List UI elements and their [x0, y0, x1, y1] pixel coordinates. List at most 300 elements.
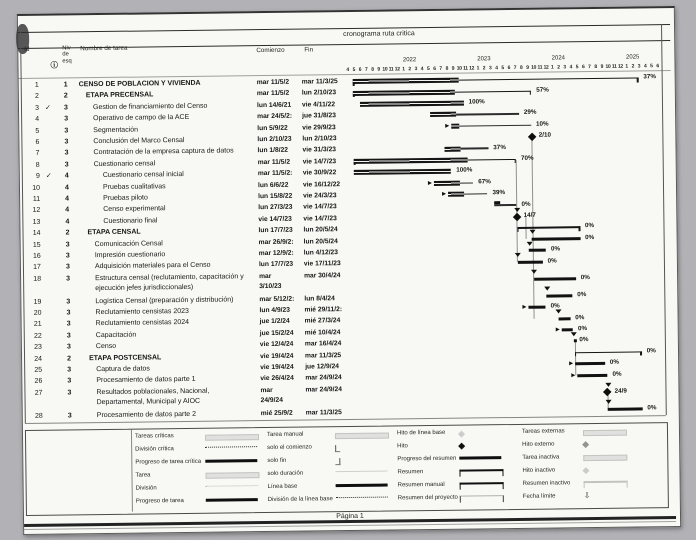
- legend-divider: [131, 430, 133, 512]
- legend-label: División crítica: [135, 446, 174, 453]
- deadline-arrow-icon: ⇩: [583, 490, 591, 500]
- year-label: 2023: [477, 56, 491, 63]
- month-tick-label: 12: [394, 66, 400, 73]
- month-tick-label: 6: [507, 65, 511, 72]
- task-start: jue 15/2/24: [259, 329, 294, 337]
- task-id: 20: [33, 309, 42, 317]
- month-tick-label: 1: [476, 65, 480, 72]
- task-outline-level: 3: [67, 389, 72, 397]
- legend-label: Tarea: [135, 472, 151, 479]
- task-fin: mar 11/3/25: [304, 351, 342, 360]
- task-start: mar: [260, 386, 273, 394]
- task-id: 11: [32, 195, 41, 203]
- task-id: 12: [32, 207, 41, 215]
- task-start: lun 17/7/23: [258, 226, 293, 235]
- link-arrow-icon: [442, 192, 446, 196]
- summary-bar-end-tick: [515, 159, 516, 164]
- page-title: cronograma ruta critica: [343, 30, 415, 39]
- task-fin: vie 17/11/23: [303, 260, 341, 268]
- month-tick-label: 10: [382, 66, 388, 73]
- outline-header-line: esq: [62, 58, 72, 65]
- summary-bar-start-tick: [575, 352, 576, 357]
- legend-label: Resumen inactivo: [522, 479, 571, 487]
- task-name: Adquisición materiales para el Censo: [94, 262, 211, 271]
- outline-header-line: de: [62, 51, 69, 58]
- task-fin: lun 8/4/24: [304, 294, 335, 303]
- month-tick-label: 11: [611, 63, 617, 70]
- task-id: 10: [32, 184, 41, 192]
- task-name: Operativo de campo de la ACE: [93, 114, 190, 123]
- task-name: Cuestionario censal inicial: [102, 171, 184, 180]
- task-id: 18: [33, 275, 42, 283]
- month-tick-label: 11: [537, 64, 543, 71]
- zero-progress-dash: [494, 201, 500, 204]
- task-id: 6: [35, 138, 40, 146]
- task-id: 1: [34, 81, 39, 89]
- month-tick-label: 12: [543, 64, 549, 71]
- deadline-marker-icon: [556, 309, 562, 313]
- task-outline-level: 3: [64, 115, 69, 123]
- deadline-marker-icon: [605, 383, 611, 387]
- link-arrow-icon: [522, 305, 526, 309]
- info-indicator-icon: ⓘ: [50, 60, 59, 70]
- task-outline-level: 2: [63, 92, 68, 100]
- task-remaining-line: [460, 182, 473, 184]
- legend-label: División: [135, 484, 157, 492]
- task-name: Estructura censal (reclutamiento, capacitación y: [95, 273, 244, 282]
- task-start: vie 14/7/23: [258, 215, 292, 223]
- task-id: 19: [33, 298, 42, 306]
- legend-label: Fecha límite: [522, 492, 556, 500]
- task-name: ETAPA CENSAL: [87, 228, 141, 237]
- month-tick-label: 8: [445, 65, 449, 72]
- month-tick-label: 7: [513, 64, 517, 71]
- month-tick-label: 5: [426, 66, 430, 73]
- summary-bar-end-tick: [640, 351, 641, 356]
- task-fin: vie 29/9/23: [302, 123, 336, 132]
- task-id: 22: [33, 332, 42, 340]
- task-start: mar 26/9/2:: [258, 238, 294, 246]
- month-tick-label: 6: [656, 63, 659, 70]
- summary-bar-end-tick: [637, 78, 638, 83]
- legend-swatch-bar-faint: [205, 434, 259, 441]
- task-fin: vie 24/3/23: [303, 192, 337, 200]
- bar-progress-label: 0%: [550, 245, 561, 253]
- task-check-icon: ✓: [45, 172, 52, 180]
- bar-progress-label: 10%: [535, 120, 549, 128]
- task-outline-level: 2: [65, 229, 70, 237]
- task-name: ETAPA PRECENSAL: [85, 91, 154, 100]
- bar-progress-label: 0%: [612, 370, 622, 378]
- task-bar: [562, 328, 573, 331]
- task-outline-level: 3: [64, 138, 69, 146]
- task-name: Pruebas cualitativas: [102, 182, 166, 191]
- legend-swatch-summary: [460, 482, 504, 490]
- task-bar: [577, 373, 608, 376]
- task-bar: [547, 294, 572, 297]
- task-start: mar 5/12/2:: [259, 295, 295, 303]
- task-name: Reclutamiento censistas 2023: [95, 307, 189, 317]
- task-id: 8: [35, 161, 40, 169]
- task-id: 23: [34, 343, 42, 352]
- task-outline-level: 4: [65, 206, 70, 214]
- task-schedule-line: [494, 204, 516, 206]
- year-label: 2024: [551, 55, 566, 62]
- task-progress-bar: [452, 123, 460, 128]
- link-arrow-icon: [571, 373, 575, 377]
- task-progress-bar: [430, 112, 456, 117]
- column-header-name: Nombre de tarea: [80, 44, 128, 53]
- task-name: Pruebas piloto: [103, 194, 148, 202]
- task-id: 26: [34, 378, 43, 386]
- task-bar: [534, 277, 576, 281]
- task-name: Comunicación Censal: [94, 239, 163, 248]
- task-fin: vie 14/7/23: [302, 157, 337, 166]
- month-tick-label: 12: [617, 63, 623, 70]
- month-tick-label: 11: [388, 66, 394, 73]
- legend-swatch-bar-faint: [583, 429, 627, 436]
- month-tick-label: 4: [569, 64, 573, 71]
- column-header-outline: [62, 45, 72, 64]
- task-id: 16: [32, 252, 41, 260]
- month-tick-label: 8: [371, 66, 374, 73]
- task-outline-level: 4: [64, 184, 69, 192]
- task-bar: [559, 317, 571, 320]
- legend-label: Progreso de tarea: [135, 497, 184, 505]
- month-tick-label: 8: [519, 64, 523, 71]
- task-fin: vie 4/11/22: [301, 100, 336, 109]
- task-id: 27: [34, 389, 43, 397]
- month-tick-label: 4: [643, 63, 647, 70]
- task-bar: [518, 260, 543, 263]
- month-tick-label: 5: [352, 66, 356, 73]
- task-name: Reclutamiento censistas 2024: [95, 319, 190, 328]
- task-fin: lun 2/10/23: [301, 89, 337, 97]
- link-arrow-icon: [428, 181, 432, 185]
- task-id: 17: [33, 264, 41, 272]
- task-start: mar: [259, 272, 272, 280]
- task-id: 24: [34, 355, 43, 363]
- link-arrow-icon: [556, 327, 560, 331]
- task-outline-level: 3: [66, 332, 71, 340]
- bar-progress-label: 0%: [550, 302, 560, 310]
- task-name: Gestion de financiamiento del Censo: [92, 102, 208, 111]
- task-start: mar 11/5/2: [256, 90, 290, 98]
- task-outline-level: 3: [67, 377, 72, 385]
- task-bar: [574, 340, 577, 343]
- bar-progress-label: 0%: [575, 313, 585, 321]
- bar-progress-label: 0%: [521, 200, 531, 208]
- task-fin: lun 20/5/24: [303, 237, 338, 246]
- task-id: 13: [32, 218, 41, 226]
- month-tick-label: 3: [414, 66, 418, 73]
- legend-label: Hito de línea base: [396, 429, 446, 437]
- month-tick-label: 9: [526, 64, 529, 71]
- legend-label: solo fin: [267, 457, 287, 464]
- task-bar: [575, 362, 605, 365]
- bar-progress-label: 0%: [584, 222, 595, 230]
- task-name-line2: Departamental, Municipal y AIOC: [96, 397, 201, 406]
- page-footer: Página 1: [336, 512, 364, 521]
- summary-bar-end-tick: [579, 226, 580, 231]
- task-progress-bar: [434, 180, 460, 185]
- legend-label: Progreso del resumen: [397, 455, 457, 463]
- scanned-page: [17, 6, 681, 535]
- month-tick-label: 7: [588, 64, 591, 71]
- bar-progress-label: 70%: [520, 154, 534, 162]
- month-tick-label: 1: [625, 63, 628, 70]
- task-fin: vie 31/3/23: [302, 146, 337, 154]
- year-label: 2022: [402, 57, 417, 64]
- link-arrow-icon: [569, 361, 573, 365]
- legend-label: Resumen: [397, 468, 424, 476]
- task-progress-bar: [448, 192, 463, 197]
- task-start: lun 27/3/23: [258, 204, 293, 212]
- deadline-marker-icon: [529, 230, 535, 234]
- task-id: 21: [33, 321, 42, 329]
- task-bar: [532, 237, 580, 241]
- task-start: lun 1/8/22: [257, 147, 289, 155]
- legend-label: Resumen manual: [397, 481, 445, 489]
- task-fin: vie 14/7/23: [303, 203, 337, 211]
- task-name: Segmentación: [93, 126, 139, 134]
- month-tick-label: 8: [594, 63, 597, 70]
- column-header-fin: Fin: [304, 46, 314, 54]
- task-start: mié 25/9/2: [260, 409, 293, 417]
- bar-progress-label: 0%: [647, 404, 657, 412]
- bar-progress-label: 57%: [536, 86, 549, 94]
- month-tick-label: 11: [463, 65, 468, 72]
- bar-progress-label: 0%: [580, 273, 590, 281]
- task-bar: [608, 407, 642, 410]
- task-outline-level: 4: [65, 218, 70, 226]
- summary-bar-start-tick: [517, 227, 518, 232]
- month-tick-label: 3: [488, 65, 492, 72]
- task-outline-level: 3: [67, 366, 72, 374]
- month-tick-label: 4: [420, 66, 424, 73]
- legend-label: Tarea inactiva: [522, 454, 560, 461]
- deadline-marker-icon: [571, 332, 577, 336]
- task-progress-bar: [445, 146, 461, 151]
- task-fin: jue 12/9/24: [305, 363, 340, 371]
- bar-progress-label: 0%: [579, 336, 589, 344]
- bar-progress-label: 24/9: [614, 387, 627, 395]
- bar-progress-label: 0%: [547, 257, 557, 265]
- legend-label: Hito inactivo: [522, 467, 556, 474]
- task-start: lun 5/9/22: [257, 124, 288, 132]
- bar-progress-label: 37%: [493, 143, 506, 151]
- task-name: Censo: [95, 343, 117, 351]
- link-arrow-icon: [446, 124, 450, 128]
- task-fin: mar 24/9/24: [305, 385, 342, 394]
- legend-label: División de la línea base: [267, 495, 333, 503]
- task-name: Conclusión del Marco Censal: [93, 137, 185, 146]
- month-tick-label: 2: [408, 66, 411, 73]
- month-tick-label: 10: [605, 63, 611, 70]
- month-tick-label: 5: [501, 65, 504, 72]
- bar-progress-label: 0%: [585, 233, 595, 241]
- task-start: lun 15/8/22: [258, 192, 293, 201]
- column-header-id: Id: [24, 45, 30, 53]
- task-start: mar 12/9/2:: [258, 249, 294, 258]
- month-tick-label: 9: [451, 65, 455, 72]
- task-fin: mié 27/3/24: [304, 317, 341, 325]
- legend-label: solo el comienzo: [267, 444, 312, 451]
- task-id: 15: [32, 241, 41, 249]
- task-name: Captura de datos: [96, 365, 150, 374]
- legend-label: Tareas críticas: [134, 433, 174, 440]
- bar-progress-label: 0%: [577, 325, 588, 333]
- legend-label: Tarea manual: [266, 431, 304, 439]
- task-start: vie 12/4/24: [259, 340, 294, 349]
- month-tick-label: 6: [581, 64, 585, 71]
- task-outline-level: 4: [65, 195, 70, 203]
- outline-header-line: Niv: [62, 45, 71, 52]
- task-fin: vie 14/7/23: [303, 214, 337, 223]
- bar-progress-label: 100%: [456, 166, 473, 175]
- task-fin: lun 20/5/24: [303, 226, 338, 234]
- bar-progress-label: 14/7: [523, 211, 536, 219]
- month-tick-label: 7: [439, 65, 442, 72]
- task-outline-level: 3: [65, 252, 70, 260]
- task-outline-level: 1: [63, 81, 68, 89]
- task-fin: mié 29/11/2:: [304, 306, 343, 314]
- summary-bar-end-tick: [530, 90, 531, 95]
- task-name: Cuestionario final: [103, 217, 158, 225]
- task-start: vie 26/4/24: [260, 375, 294, 383]
- task-outline-level: 3: [65, 263, 70, 271]
- bar-progress-label: 0%: [609, 358, 619, 367]
- task-start-line2: 24/9/24: [260, 396, 283, 404]
- month-tick-label: 7: [364, 66, 368, 73]
- legend-label: solo duración: [267, 470, 304, 477]
- task-start: vie 19/4/24: [260, 363, 294, 372]
- task-name: Cuestionario censal: [93, 160, 156, 168]
- task-bar: [529, 249, 546, 252]
- bar-progress-label: 2/10: [538, 131, 552, 139]
- task-outline-level: 2: [67, 354, 72, 363]
- bar-progress-label: 39%: [492, 189, 506, 197]
- month-tick-label: 6: [433, 65, 436, 72]
- legend-swatch-bar-faint: [583, 455, 627, 462]
- task-start: vie 19/4/24: [259, 352, 294, 360]
- month-tick-label: 4: [346, 66, 349, 74]
- task-id: 3: [35, 104, 40, 112]
- task-fin: mar 11/3/25: [305, 408, 342, 417]
- task-check-icon: ✓: [44, 104, 51, 112]
- task-name: Resultados poblacionales, Nacional,: [96, 387, 210, 396]
- task-outline-level: 3: [64, 149, 69, 157]
- task-name: Procesamiento de datos parte 2: [96, 410, 197, 419]
- task-start: lun 6/6/22: [257, 181, 289, 189]
- task-name: Logística Censal (preparación y distribución): [95, 296, 234, 305]
- task-fin: vie 30/9/22: [302, 169, 337, 177]
- task-start: lun 4/9/23: [259, 306, 291, 315]
- bar-progress-label: 37%: [643, 73, 656, 81]
- task-fin: mar 24/9/24: [305, 374, 342, 382]
- legend-label: Línea base: [267, 483, 298, 490]
- task-id: 2: [34, 93, 39, 101]
- task-outline-level: 3: [66, 275, 71, 283]
- task-bar: [528, 306, 546, 309]
- legend-swatch-summary: [459, 469, 503, 477]
- task-outline-level: 4: [64, 172, 69, 180]
- task-fin: lun 4/12/23: [303, 249, 339, 257]
- month-tick-label: 12: [469, 65, 475, 72]
- task-name: Procesamiento de datos parte 1: [96, 376, 196, 385]
- task-id: 14: [32, 229, 41, 238]
- task-outline-level: 3: [63, 104, 68, 112]
- legend-swatch-bar-faint: [205, 472, 259, 479]
- month-tick-label: 2: [482, 65, 486, 72]
- year-label: 2025: [625, 54, 640, 61]
- task-fin: mié 10/4/24: [304, 328, 341, 337]
- deadline-marker-icon: [605, 400, 611, 404]
- bar-progress-label: 29%: [523, 109, 537, 117]
- month-tick-label: 2: [631, 63, 635, 70]
- task-id: 25: [34, 366, 43, 374]
- month-tick-label: 1: [550, 64, 554, 71]
- legend-label: Hito externo: [522, 441, 555, 448]
- month-tick-label: 3: [563, 64, 566, 71]
- task-outline-level: 3: [67, 411, 72, 420]
- legend-swatch-thick: [459, 456, 501, 459]
- task-name: Censo experimental: [103, 205, 166, 214]
- task-outline-level: 3: [64, 161, 69, 169]
- month-tick-label: 10: [456, 65, 462, 72]
- task-name: Impresión cuestionario: [94, 251, 166, 260]
- month-tick-label: 6: [358, 66, 362, 73]
- task-start: lun 14/6/21: [256, 101, 292, 109]
- legend-label: Hito: [397, 443, 408, 450]
- task-name: Capacitación: [95, 331, 137, 339]
- bar-progress-label: 0%: [577, 290, 587, 299]
- task-remaining-line: [464, 193, 488, 195]
- task-id: 28: [34, 412, 43, 420]
- task-name: Contratación de la empresa captura de datos: [93, 147, 234, 157]
- deadline-marker-icon: [531, 270, 537, 274]
- task-name: CENSO DE POBLACION Y VIVIENDA: [78, 79, 201, 89]
- task-outline-level: 3: [66, 309, 71, 317]
- bar-progress-label: 0%: [646, 347, 656, 355]
- deadline-marker-icon: [515, 253, 521, 257]
- task-start: jue 1/2/24: [259, 318, 290, 326]
- month-tick-label: 10: [531, 64, 537, 71]
- task-start: mar 11/5/2:: [257, 169, 293, 178]
- legend-label: Tareas externas: [521, 428, 565, 435]
- task-fin: mar 11/3/25: [301, 78, 338, 86]
- deadline-marker-icon: [526, 241, 532, 245]
- task-fin: vie 16/12/22: [302, 180, 341, 189]
- task-name: ETAPA POSTCENSAL: [89, 353, 162, 362]
- legend-swatch-summary-faint: [584, 481, 628, 489]
- bar-progress-label: 100%: [468, 98, 485, 106]
- task-outline-level: 3: [66, 298, 71, 306]
- task-fin: mar 16/4/24: [304, 340, 342, 348]
- month-tick-label: 9: [600, 63, 604, 70]
- legend-label: Progreso de tarea crítica: [135, 458, 202, 466]
- legend-swatch-bracket-e: [335, 458, 340, 465]
- task-start: mar 11/5/2: [256, 78, 290, 87]
- month-tick-label: 5: [650, 63, 653, 70]
- task-outline-level: 3: [66, 320, 71, 328]
- bar-progress-label: 67%: [478, 178, 491, 186]
- task-start: lun 2/10/23: [257, 135, 292, 144]
- task-outline-level: 3: [64, 127, 69, 135]
- month-tick-label: 3: [637, 63, 641, 70]
- task-id: 7: [35, 150, 40, 158]
- month-tick-label: 2: [557, 64, 560, 71]
